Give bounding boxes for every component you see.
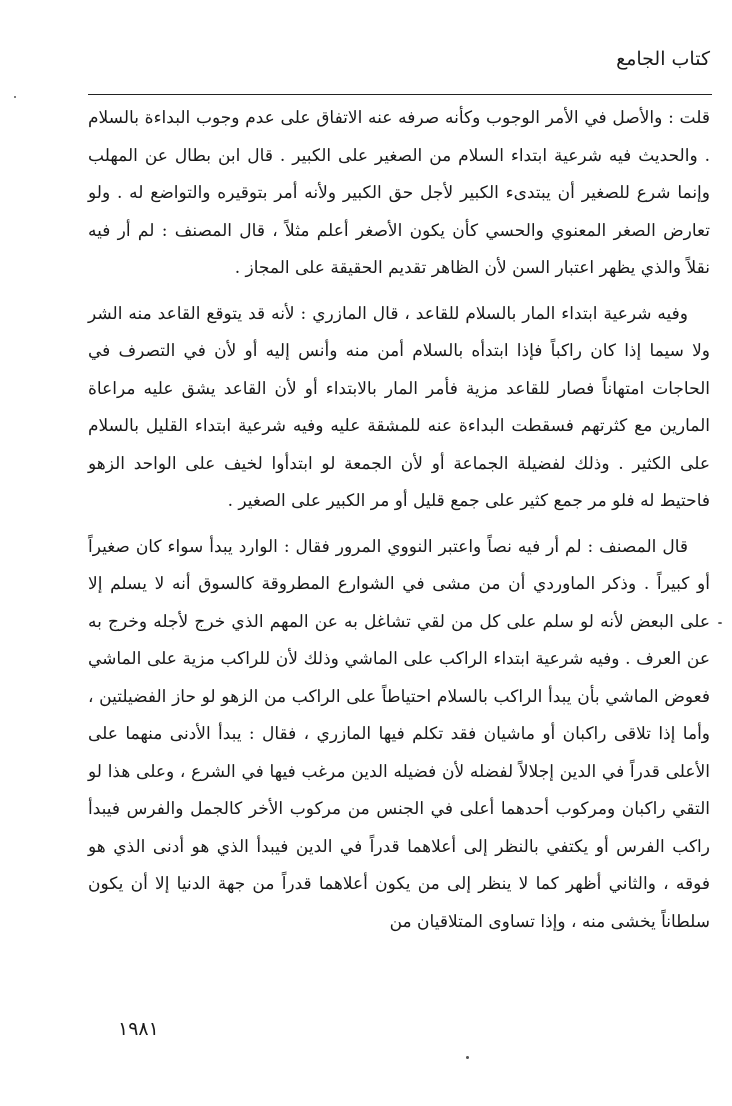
paragraph-1: قلت : والأصل في الأمر الوجوب وكأنه صرفه عنه الاتفاق على عدم وجوب البداءة بالسلام . والحديث فيه شرعية ابتداء السلام من الصغير على الكبير . قال ابن بطال عن المهلب وإنما شرع للصغير أن يبتدىء الكبير لأجل حق الكبير ولأنه أمر بتوقيره والتواضع له . ولو تعارض الصغر المعنوي والحسي كأن يكون الأصغر أعلم مثلاً ، قال المصنف : لم أر فيه نقلاً والذي يظهر اعتبار السن لأن الظاهر تقديم الحقيقة على المجاز . xyxy=(88,108,710,278)
scan-speck xyxy=(14,96,16,98)
paragraph-2: وفيه شرعية ابتداء المار بالسلام للقاعد ، قال المازري : لأنه قد يتوقع القاعد منه الشر ولا سيما إذا كان راكباً فإذا ابتدأه بالسلام أمن منه وأنس إليه أو لأن في التصرف في الحاجات امتهاناً فصار للقاعد مزية فأمر المار بالابتداء أو لأن القاعد يشق عليه مراعاة المارين مع كثرتهم فسقطت البداءة عنه للمشقة عليه وفيه شرعية ابتداء القليل بالسلام على الكثير . وذلك لفضيلة الجماعة أو لأن الجمعة لو ابتدأوا لخيف على الواحد الزهو فاحتيط له فلو مر جمع كثير على جمع قليل أو مر الكبير على الصغير . xyxy=(88,303,710,511)
page-number: ١٩٨١ xyxy=(118,1018,159,1040)
scan-speck xyxy=(466,1056,469,1059)
scan-speck xyxy=(718,622,722,624)
header-rule xyxy=(88,94,712,95)
running-header-title: كتاب الجامع xyxy=(616,48,710,70)
body-text xyxy=(88,100,710,941)
paragraph-3: قال المصنف : لم أر فيه نصاً واعتبر النووي المرور فقال : الوارد يبدأ سواء كان صغيراً أو كبيراً . وذكر الماوردي أن من مشى في الشوارع المطروقة كالسوق أنه لا يسلم إلا على البعض لأنه لو سلم على كل من لقي تشاغل به عن المهم الذي خرج لأجله وخرج به عن العرف . وفيه شرعية ابتداء الراكب على الماشي وذلك لأن للراكب مزية على الماشي فعوض الماشي بأن يبدأ الراكب بالسلام احتياطاً على الراكب من الزهو لو حاز الفضيلتين ، وأما إذا تلاقى راكبان أو ماشيان فقد تكلم فيها المازري ، فقال : يبدأ الأدنى منهما على الأعلى قدراً في الدين إجلالاً لفضله لأن فضيله الدين مرغب فيها في الشرع ، وعلى هذا لو التقي راكبان ومركوب أحدهما أعلى في الجنس من مركوب الأخر كالجمل والفرس فيبدأ راكب الفرس أو يكتفي بالنظر إلى أعلاهما قدراً في الدين فيبدأ الذي هو أدنى الذي هو فوقه ، والثاني أظهر كما لا ينظر إلى من يكون أعلاهما قدراً من جهة الدنيا إلا أن يكون سلطاناً يخشى منه ، وإذا تساوى المتلاقيان من xyxy=(88,536,710,932)
